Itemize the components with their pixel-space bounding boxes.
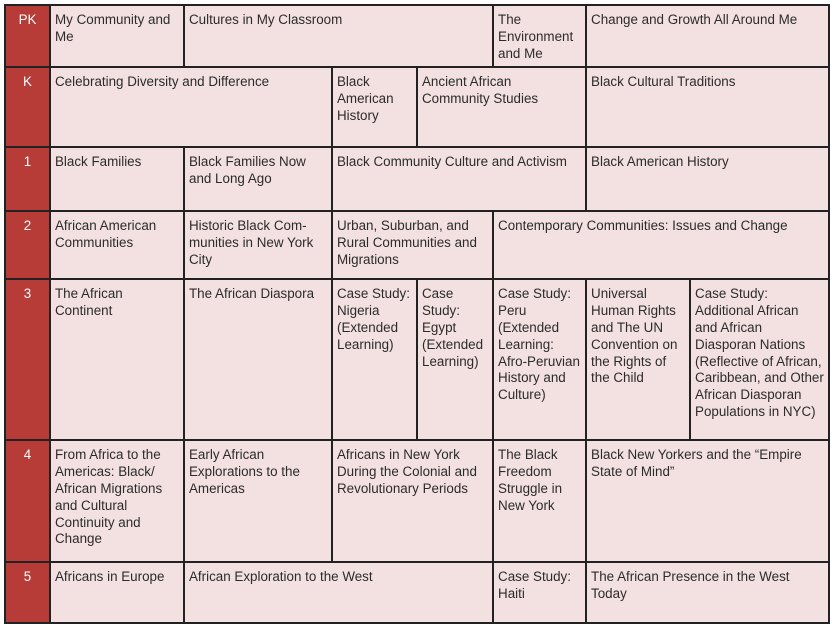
unit-cell: The Environment and Me bbox=[493, 5, 586, 67]
unit-cell: Black Families bbox=[50, 147, 184, 211]
unit-cell: Case Study: Nigeria (Extended Learning) bbox=[332, 279, 417, 440]
unit-cell: Black American History bbox=[586, 147, 829, 211]
unit-cell: African Exploration to the West bbox=[184, 562, 493, 623]
grade-label: 1 bbox=[5, 147, 50, 211]
unit-cell: The African Continent bbox=[50, 279, 184, 440]
grade-row-k bbox=[5, 67, 829, 147]
unit-cell: Case Study: Additional African and African Diasporan Nations (Reflective of African, Caribbean, and Other African Diasporan Populations in NYC) bbox=[690, 279, 829, 440]
unit-cell: Change and Growth All Around Me bbox=[586, 5, 829, 67]
grade-label: PK bbox=[5, 5, 50, 67]
grade-row-4 bbox=[5, 440, 829, 562]
unit-cell: The Black Freedom Struggle in New York bbox=[493, 440, 586, 562]
unit-cell: Historic Black Com-munities in New York City bbox=[184, 211, 332, 279]
unit-cell: The African Presence in the West Today bbox=[586, 562, 829, 623]
grade-label: K bbox=[5, 67, 50, 147]
unit-cell: Celebrating Diversity and Difference bbox=[50, 67, 332, 147]
grade-row-5 bbox=[5, 562, 829, 623]
unit-cell: The African Diaspora bbox=[184, 279, 332, 440]
unit-cell: Black Community Culture and Activism bbox=[332, 147, 586, 211]
curriculum-table bbox=[4, 4, 830, 624]
unit-cell: African American Communities bbox=[50, 211, 184, 279]
unit-cell: Black New Yorkers and the “Empire State of Mind” bbox=[586, 440, 829, 562]
grade-row-2 bbox=[5, 211, 829, 279]
unit-cell: Ancient African Community Studies bbox=[417, 67, 586, 147]
grade-row-pk bbox=[5, 5, 829, 67]
grade-row-1 bbox=[5, 147, 829, 211]
unit-cell: Case Study: Haiti bbox=[493, 562, 586, 623]
unit-cell: Africans in Europe bbox=[50, 562, 184, 623]
unit-cell: Early African Explorations to the Americas bbox=[184, 440, 332, 562]
unit-cell: Case Study: Peru (Extended Learning: Afro-Peruvian History and Culture) bbox=[493, 279, 586, 440]
grade-label: 3 bbox=[5, 279, 50, 440]
unit-cell: Black American History bbox=[332, 67, 417, 147]
unit-cell: Urban, Suburban, and Rural Communities and Migrations bbox=[332, 211, 493, 279]
grade-label: 5 bbox=[5, 562, 50, 623]
grade-label: 4 bbox=[5, 440, 50, 562]
unit-cell: Cultures in My Classroom bbox=[184, 5, 493, 67]
unit-cell: From Africa to the Americas: Black/ African Migrations and Cultural Continuity and Change bbox=[50, 440, 184, 562]
grade-row-3 bbox=[5, 279, 829, 440]
unit-cell: Contemporary Communities: Issues and Change bbox=[493, 211, 829, 279]
unit-cell: Black Families Now and Long Ago bbox=[184, 147, 332, 211]
unit-cell: Africans in New York During the Colonial and Revolutionary Periods bbox=[332, 440, 493, 562]
unit-cell: My Community and Me bbox=[50, 5, 184, 67]
unit-cell: Black Cultural Traditions bbox=[586, 67, 829, 147]
grade-label: 2 bbox=[5, 211, 50, 279]
unit-cell: Case Study: Egypt (Extended Learning) bbox=[417, 279, 493, 440]
unit-cell: Universal Human Rights and The UN Convention on the Rights of the Child bbox=[586, 279, 690, 440]
